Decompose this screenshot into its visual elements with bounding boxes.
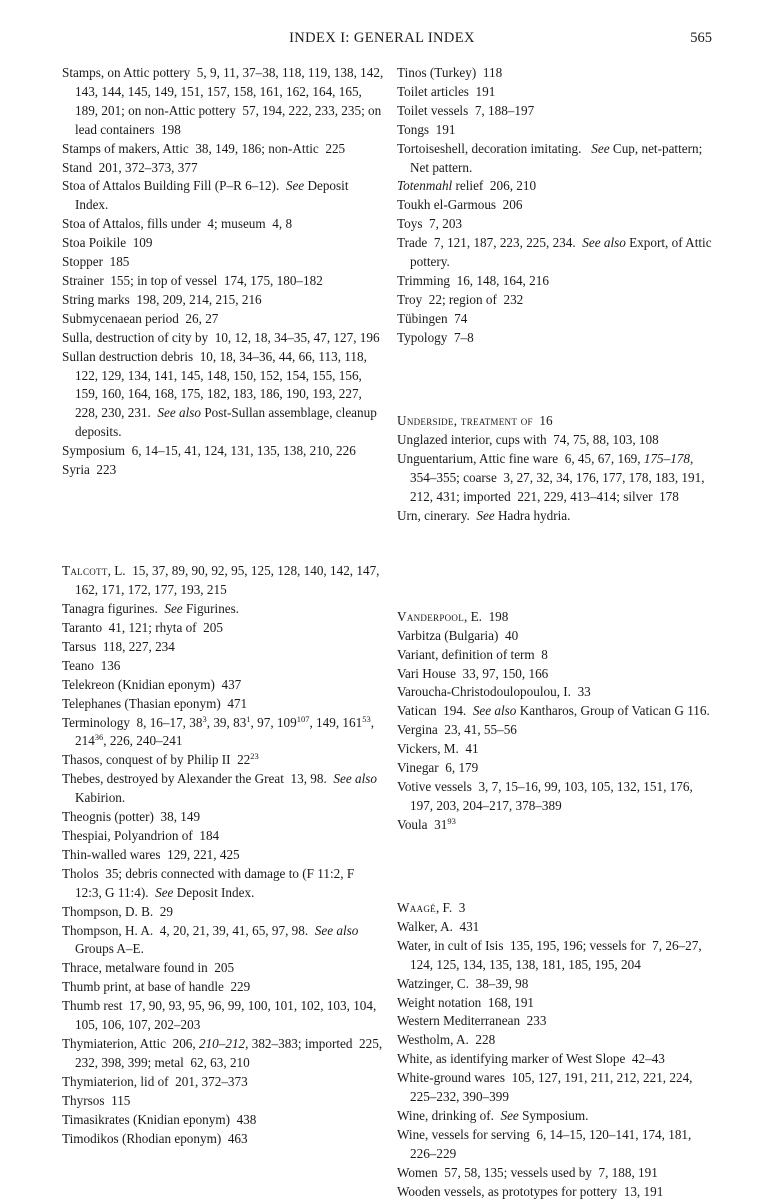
index-entry: Vari House 33, 97, 150, 166 (397, 665, 549, 681)
index-entry: Wine, drinking of. See Symposium. (397, 1108, 589, 1123)
index-entry: Vinegar 6, 179 (397, 760, 479, 776)
index-entry: Vergina 23, 41, 55–56 (397, 722, 517, 738)
index-entry: Thumb rest 17, 90, 93, 95, 96, 99, 100, 101, 102, 103, 104, 105, 106, 107, 202–203 (62, 998, 377, 1033)
index-entry: Tinos (Turkey) 118 (397, 65, 503, 80)
index-entry: Telephanes (Thasian eponym) 471 (62, 695, 248, 711)
index-entry: Thin-walled wares 129, 221, 425 (62, 846, 240, 862)
index-entry: Toilet articles 191 (397, 83, 496, 99)
index-entry: Varoucha-Christodoulopoulou, I. 33 (397, 684, 591, 700)
index-entry: Talcott, L. 15, 37, 89, 90, 92, 95, 125, 128, 140, 142, 147, 162, 171, 172, 177, 193, 215 (62, 563, 380, 598)
index-entry: Telekreon (Knidian eponym) 437 (62, 676, 242, 692)
section-gap (62, 493, 384, 549)
index-entry: Toukh el-Garmous 206 (397, 197, 523, 213)
index-entry: Underside, treatment of 16 (397, 412, 553, 428)
index-entry: Walker, A. 431 (397, 918, 480, 934)
index-entry: Thyrsos 115 (62, 1092, 131, 1108)
index-column-left (62, 64, 384, 1148)
section-gap (397, 361, 715, 399)
index-entry: Watzinger, C. 38–39, 98 (397, 975, 529, 991)
index-entry: Trade 7, 121, 187, 223, 225, 234. See also Export, of Attic pottery. (397, 235, 712, 270)
index-entry: Tanagra figurines. See Figurines. (62, 601, 240, 617)
section-gap (397, 539, 715, 595)
index-entry: Strainer 155; in top of vessel 174, 175, 180–182 (62, 272, 323, 288)
index-entry: Varbitza (Bulgaria) 40 (397, 627, 519, 643)
index-entry: Westholm, A. 228 (397, 1032, 496, 1048)
index-entry: Women 57, 58, 135; vessels used by 7, 188, 191 (397, 1164, 658, 1180)
index-entry: Totenmahl relief 206, 210 (397, 178, 537, 194)
index-entry: Timodikos (Rhodian eponym) 463 (62, 1130, 248, 1146)
index-entry: White, as identifying marker of West Slope 42–43 (397, 1051, 665, 1067)
index-entry: Tarsus 118, 227, 234 (62, 638, 175, 654)
index-entry: Water, in cult of Isis 135, 195, 196; vessels for 7, 26–27, 124, 125, 134, 135, 138, 181, 185, 195, 204 (397, 937, 702, 972)
index-entry: Sulla, destruction of city by 10, 12, 18, 34–35, 47, 127, 196 (62, 329, 380, 345)
index-entry: Timasikrates (Knidian eponym) 438 (62, 1111, 257, 1127)
index-entry: Thompson, H. A. 4, 20, 21, 39, 41, 65, 97, 98. See also Groups A–E. (62, 922, 359, 957)
index-entry: Symposium 6, 14–15, 41, 124, 131, 135, 138, 210, 226 (62, 443, 356, 459)
index-entry: Thumb print, at base of handle 229 (62, 979, 251, 995)
index-entry: Vatican 194. See also Kantharos, Group of Vatican G 116. (397, 703, 710, 719)
index-entry: Submycenaean period 26, 27 (62, 310, 219, 326)
page-header (0, 30, 764, 52)
index-entry: Thasos, conquest of by Philip II $22^{23}$ (62, 751, 259, 768)
index-entry: Vickers, M. 41 (397, 741, 479, 757)
index-entry: String marks 198, 209, 214, 215, 216 (62, 291, 262, 307)
index-entry: White-ground wares 105, 127, 191, 211, 212, 221, 224, 225–232, 390–399 (397, 1070, 693, 1105)
index-entry: Stoa Poikile 109 (62, 235, 153, 251)
index-entry: Urn, cinerary. See Hadra hydria. (397, 507, 571, 523)
index-entry: Thrace, metalware found in 205 (62, 960, 235, 976)
index-entry: Terminology 8, 16–17, $38^3$, 39, $83^1$, 97, $109^{107}$, 149, $161^{53}$, $214^{36}$, 226, 240–241 (62, 713, 374, 749)
index-entry: Toilet vessels 7, 188–197 (397, 102, 535, 118)
index-entry: Thymiaterion, lid of 201, 372–373 (62, 1073, 248, 1089)
index-entry: Theognis (potter) 38, 149 (62, 809, 201, 825)
index-entry: Vanderpool, E. 198 (397, 608, 509, 624)
index-entry: Thompson, D. B. 29 (62, 903, 173, 919)
index-entry: Thebes, destroyed by Alexander the Great 13, 98. See also Kabirion. (62, 771, 377, 806)
index-entry: Unguentarium, Attic fine ware 6, 45, 67, 169, 175–178, 354–355; coarse 3, 27, 32, 34, 176, 177, 178, 183, 191, 212, 431; imported 221, 229, 413–414; silver 178 (397, 450, 705, 504)
index-entry: Thymiaterion, Attic 206, 210–212, 382–383; imported 225, 232, 398, 399; metal 62, 63, 210 (62, 1035, 383, 1070)
running-head: INDEX I: GENERAL INDEX (289, 30, 475, 46)
index-entry: Stoa of Attalos, fills under 4; museum 4, 8 (62, 216, 293, 232)
index-entry: Stamps of makers, Attic 38, 149, 186; non-Attic 225 (62, 140, 346, 156)
index-entry: Toys 7, 203 (397, 216, 463, 232)
index-entry: Western Mediterranean 233 (397, 1013, 547, 1029)
index-entry: Wooden vessels, as prototypes for pottery 13, 191 (397, 1183, 664, 1199)
index-entry: Sullan destruction debris 10, 18, 34–36, 44, 66, 113, 118, 122, 129, 134, 141, 145, 148, 150, 152, 154, 155, 156, 159, 160, 164, 168, 175, 182, 183, 186, 190, 193, 227, 228, 230, 231. See also Post-Sullan assemblage, cleanup deposits. (62, 348, 377, 440)
index-entry: Votive vessels 3, 7, 15–16, 99, 103, 105, 132, 151, 176, 197, 203, 204–217, 378–389 (397, 778, 693, 813)
index-entry: Variant, definition of term 8 (397, 646, 548, 662)
index-entry: Weight notation 168, 191 (397, 994, 535, 1010)
index-entry: Syria 223 (62, 462, 117, 478)
section-gap (397, 848, 715, 886)
index-entry: Teano 136 (62, 657, 121, 673)
index-entry: Stand 201, 372–373, 377 (62, 159, 198, 175)
index-entry: Wine, vessels for serving 6, 14–15, 120–141, 174, 181, 226–229 (397, 1126, 692, 1161)
index-entry: Stoa of Attalos Building Fill (P–R 6–12). See Deposit Index. (62, 178, 349, 213)
index-entry: Tongs 191 (397, 121, 456, 137)
index-column-right (397, 64, 715, 1202)
index-entry: Troy 22; region of 232 (397, 291, 524, 307)
index-entry: Thespiai, Polyandrion of 184 (62, 828, 220, 843)
index-entry: Tortoiseshell, decoration imitating. See Cup, net-pattern; Net pattern. (397, 140, 703, 175)
index-entry: Voula $31^{93}$ (397, 815, 456, 832)
index-entry: Stopper 185 (62, 254, 130, 270)
index-entry: Waagé, F. 3 (397, 900, 466, 916)
index-entry: Stamps, on Attic pottery 5, 9, 11, 37–38, 118, 119, 138, 142, 143, 144, 145, 149, 151, 157, 158, 161, 162, 164, 165, 189, 201; on non-Attic pottery 57, 194, 222, 233, 235; on lead containers 198 (62, 65, 384, 137)
index-entry: Unglazed interior, cups with 74, 75, 88, 103, 108 (397, 431, 659, 447)
index-entry: Tübingen 74 (397, 310, 468, 326)
index-entry: Taranto 41, 121; rhyta of 205 (62, 620, 223, 636)
index-entry: Tholos 35; debris connected with damage to (F 11:2, F 12:3, G 11:4). See Deposit Index. (62, 865, 355, 900)
index-entry: Typology 7–8 (397, 329, 474, 345)
page-number: 565 (690, 30, 712, 46)
index-entry: Trimming 16, 148, 164, 216 (397, 272, 549, 288)
